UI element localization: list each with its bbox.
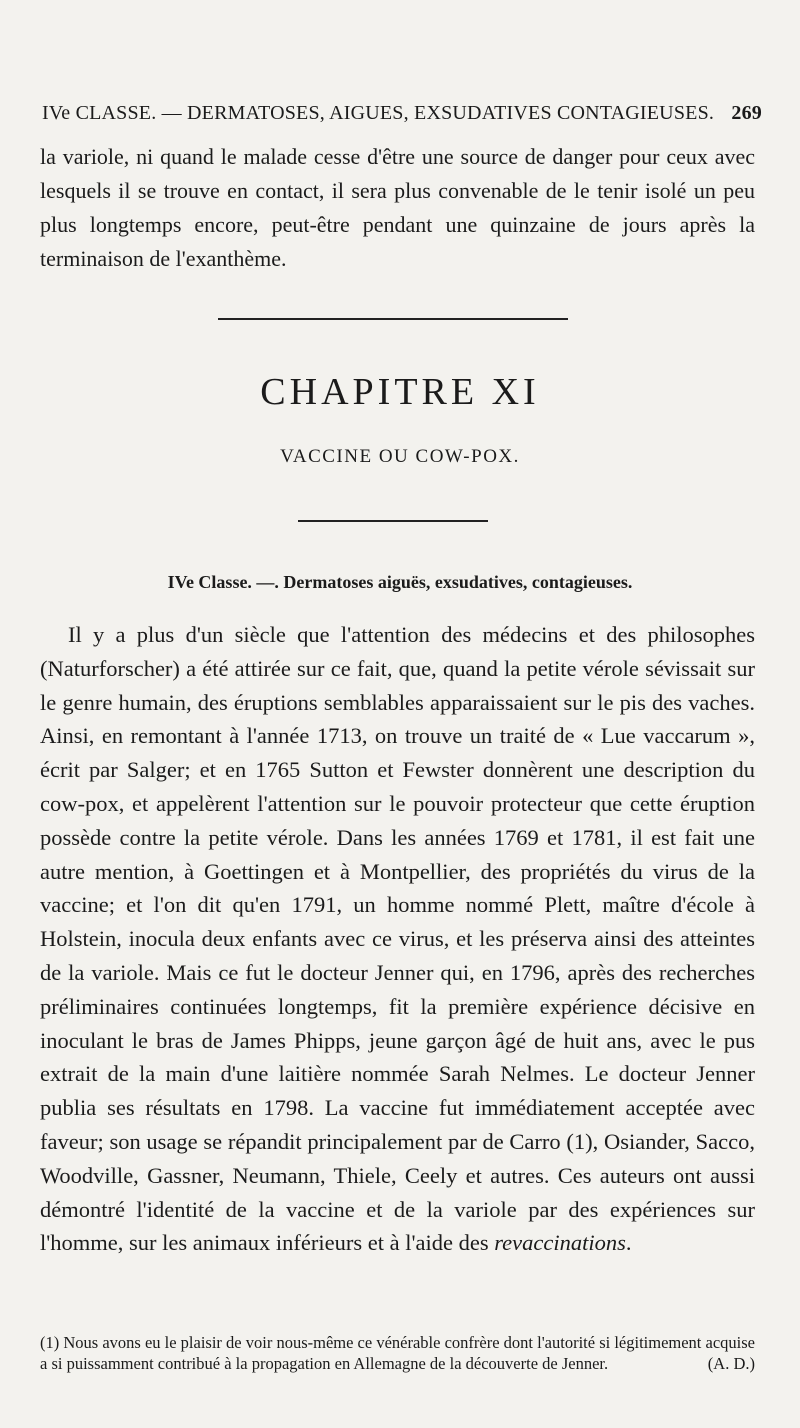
- running-title: IVe CLASSE. — DERMATOSES, AIGUES, EXSUDATIVES CONTAGIEUSES.: [42, 102, 715, 124]
- footnote-signature: (A. D.): [707, 1354, 755, 1373]
- main-paragraph: [40, 618, 755, 1260]
- chapter-title: CHAPITRE XI: [260, 371, 540, 413]
- divider-rule-top: [218, 318, 568, 320]
- paragraph-end: .: [625, 1230, 632, 1256]
- italic-term: revaccinations: [494, 1230, 626, 1256]
- section-heading: IVe Classe. —. Dermatoses aiguës, exsudatives, contagieuses.: [167, 572, 633, 592]
- running-header: [42, 102, 762, 125]
- chapter-subtitle: VACCINE OU COW-POX.: [280, 446, 520, 467]
- footnote-text: (1) Nous avons eu le plaisir de voir nous-même ce vénérable confrère dont l'autorité si légitimement acquise a si puissamment contribué à la propagation en Allemagne de la découverte de Jenner.: [40, 1333, 755, 1373]
- page-number: 269: [731, 102, 762, 124]
- divider-rule-bottom: [298, 520, 488, 522]
- main-paragraph-text: Il y a plus d'un siècle que l'attention des médecins et des philosophes (Naturforscher) a été attirée sur ce fait, que, quand la petite vérole sévissait sur le genre humain, des éruptions semblables apparaissaient sur le pis des vaches. Ainsi, en remontant à l'année 1713, on trouve un traité de « Lue vaccarum », écrit par Salger; et en 1765 Sutton et Fewster donnèrent une description du cow-pox, et appelèrent l'attention sur le pouvoir protecteur que cette éruption possède contre la petite vérole. Dans les années 1769 et 1781, il est fait une autre mention, à Goettingen et à Montpellier, des propriétés du virus de la vaccine; et l'on dit qu'en 1791, un homme nommé Plett, maître d'école à Holstein, inocula deux enfants avec ce virus, et les préserva ainsi des atteintes de la variole. Mais ce fut le docteur Jenner qui, en 1796, après des recherches préliminaires continuées longtemps, fit la première expérience décisive en inoculant le bras de James Phipps, jeune garçon âgé de huit ans, avec le pus extrait de la main d'une laitière nommée Sarah Nelmes. Le docteur Jenner publia ses résultats en 1798. La vaccine fut immédiatement acceptée avec faveur; son usage se répandit principalement par de Carro (1), Osiander, Sacco, Woodville, Gassner, Neumann, Thiele, Ceely et autres. Ces auteurs ont aussi démontré l'identité de la vaccine et de la variole par des expériences sur l'homme, sur les animaux inférieurs et à l'aide des: [40, 622, 755, 1256]
- main-text: [40, 618, 755, 1260]
- continuation-paragraph: la variole, ni quand le malade cesse d'être une source de danger pour ceux avec lesquels il se trouve en contact, il sera plus convenable de le tenir isolé un peu plus longtemps encore, peut-être pendant une quinzaine de jours après la terminaison de l'exanthème.: [40, 144, 755, 271]
- footnote: [40, 1332, 755, 1374]
